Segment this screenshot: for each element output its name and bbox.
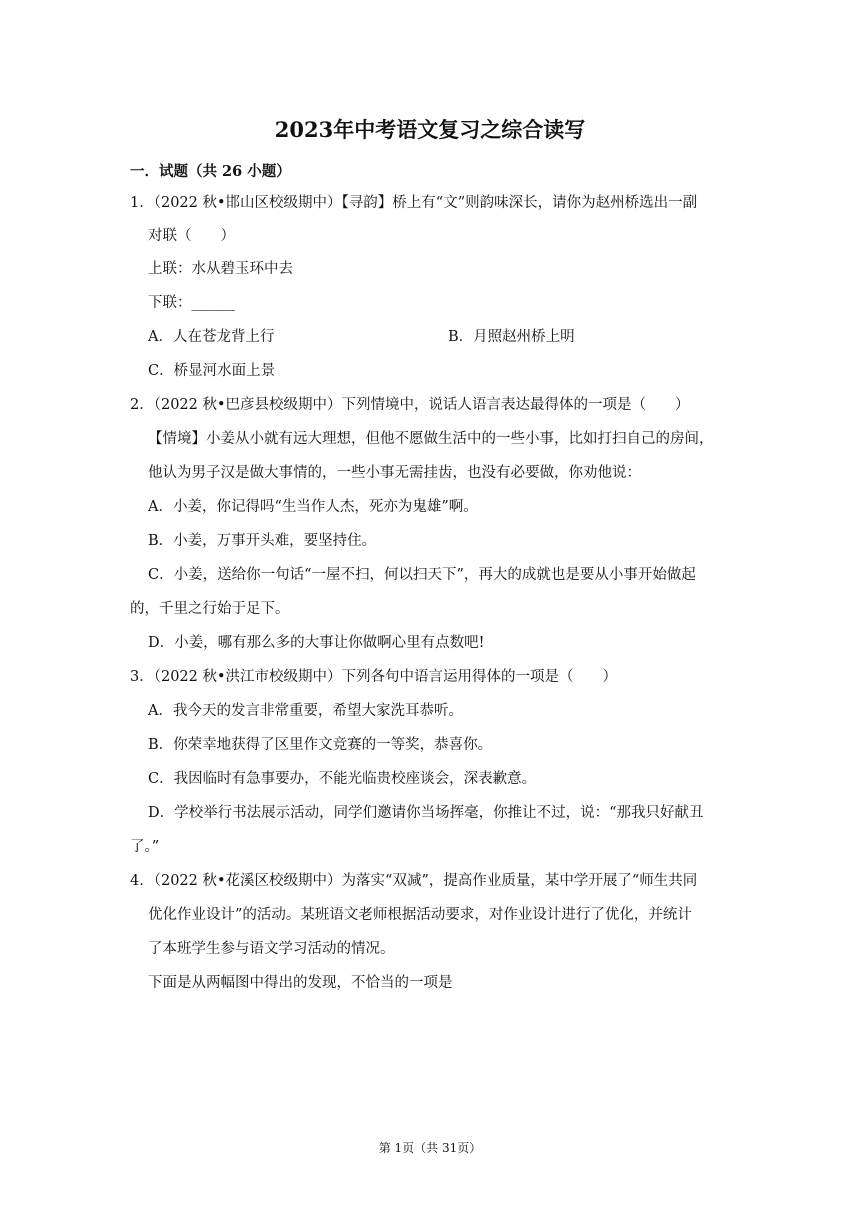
q1-stem-line2: 对联（ ） — [148, 228, 235, 244]
q1-option-c: C．桥显河水面上景 — [148, 363, 276, 379]
document-title: 2023年中考语文复习之综合读写 — [274, 117, 586, 142]
q3-option-a: A．我今天的发言非常重要，希望大家洗耳恭听。 — [148, 703, 463, 719]
q2-option-a: A．小姜，你记得吗“生当作人杰，死亦为鬼雄”啊。 — [148, 499, 478, 515]
q2-option-c-line2: 的，千里之行始于足下。 — [130, 601, 290, 617]
q3-option-b: B．你荣幸地获得了区里作文竞赛的一等奖，恭喜你。 — [148, 737, 493, 753]
q4-stem-line2: 优化作业设计”的活动。某班语文老师根据活动要求，对作业设计进行了优化，并统计 — [148, 907, 692, 923]
q2-context-line2: 他认为男子汉是做大事情的，一些小事无需挂齿，也没有必要做，你劝他说： — [148, 465, 641, 481]
q1-upper-couplet: 上联：水从碧玉环中去 — [148, 261, 293, 277]
q2-context-line1: 【情境】小姜从小就有远大理想，但他不愿做生活中的一些小事，比如打扫自己的房间， — [148, 431, 714, 447]
q4-stem-line4: 下面是从两幅图中得出的发现，不恰当的一项是 — [148, 975, 453, 991]
q3-stem: 3．（2022 秋•洪江市校级期中）下列各句中语言运用得体的一项是（ ） — [130, 669, 618, 685]
q2-option-c-line1: C．小姜，送给你一句话“一屋不扫，何以扫天下”，再大的成就也是要从小事开始做起 — [148, 567, 696, 583]
q1-option-b: B．月照赵州桥上明 — [448, 329, 575, 345]
q2-option-d: D．小姜，哪有那么多的大事让你做啊心里有点数吧! — [148, 635, 485, 651]
q3-option-d-line1: D．学校举行书法展示活动，同学们邀请你当场挥毫，你推让不过，说：“那我只好献丑 — [148, 805, 704, 821]
page-footer: 第 1页（共 31页） — [378, 1141, 482, 1155]
q1-lower-couplet: 下联：______ — [148, 295, 235, 311]
q2-option-b: B．小姜，万事开头难，要坚持住。 — [148, 533, 377, 549]
q4-stem-line1: 4．（2022 秋•花溪区校级期中）为落实“双减”，提高作业质量，某中学开展了“师生共同 — [130, 873, 698, 889]
q2-stem: 2．（2022 秋•巴彦县校级期中）下列情境中，说话人语言表达最得体的一项是（ ） — [130, 397, 690, 413]
section-heading: 一．试题（共 26 小题） — [130, 163, 291, 180]
q3-option-c: C．我因临时有急事要办，不能光临贵校座谈会，深表歉意。 — [148, 771, 537, 787]
q1-stem-line1: 1．（2022 秋•邯山区校级期中）【寻韵】桥上有“文”则韵味深长，请你为赵州桥选出一副 — [130, 195, 698, 211]
q3-option-d-line2: 了。” — [130, 839, 160, 855]
q4-stem-line3: 了本班学生参与语文学习活动的情况。 — [148, 941, 395, 957]
q1-option-a: A．人在苍龙背上行 — [148, 329, 275, 345]
